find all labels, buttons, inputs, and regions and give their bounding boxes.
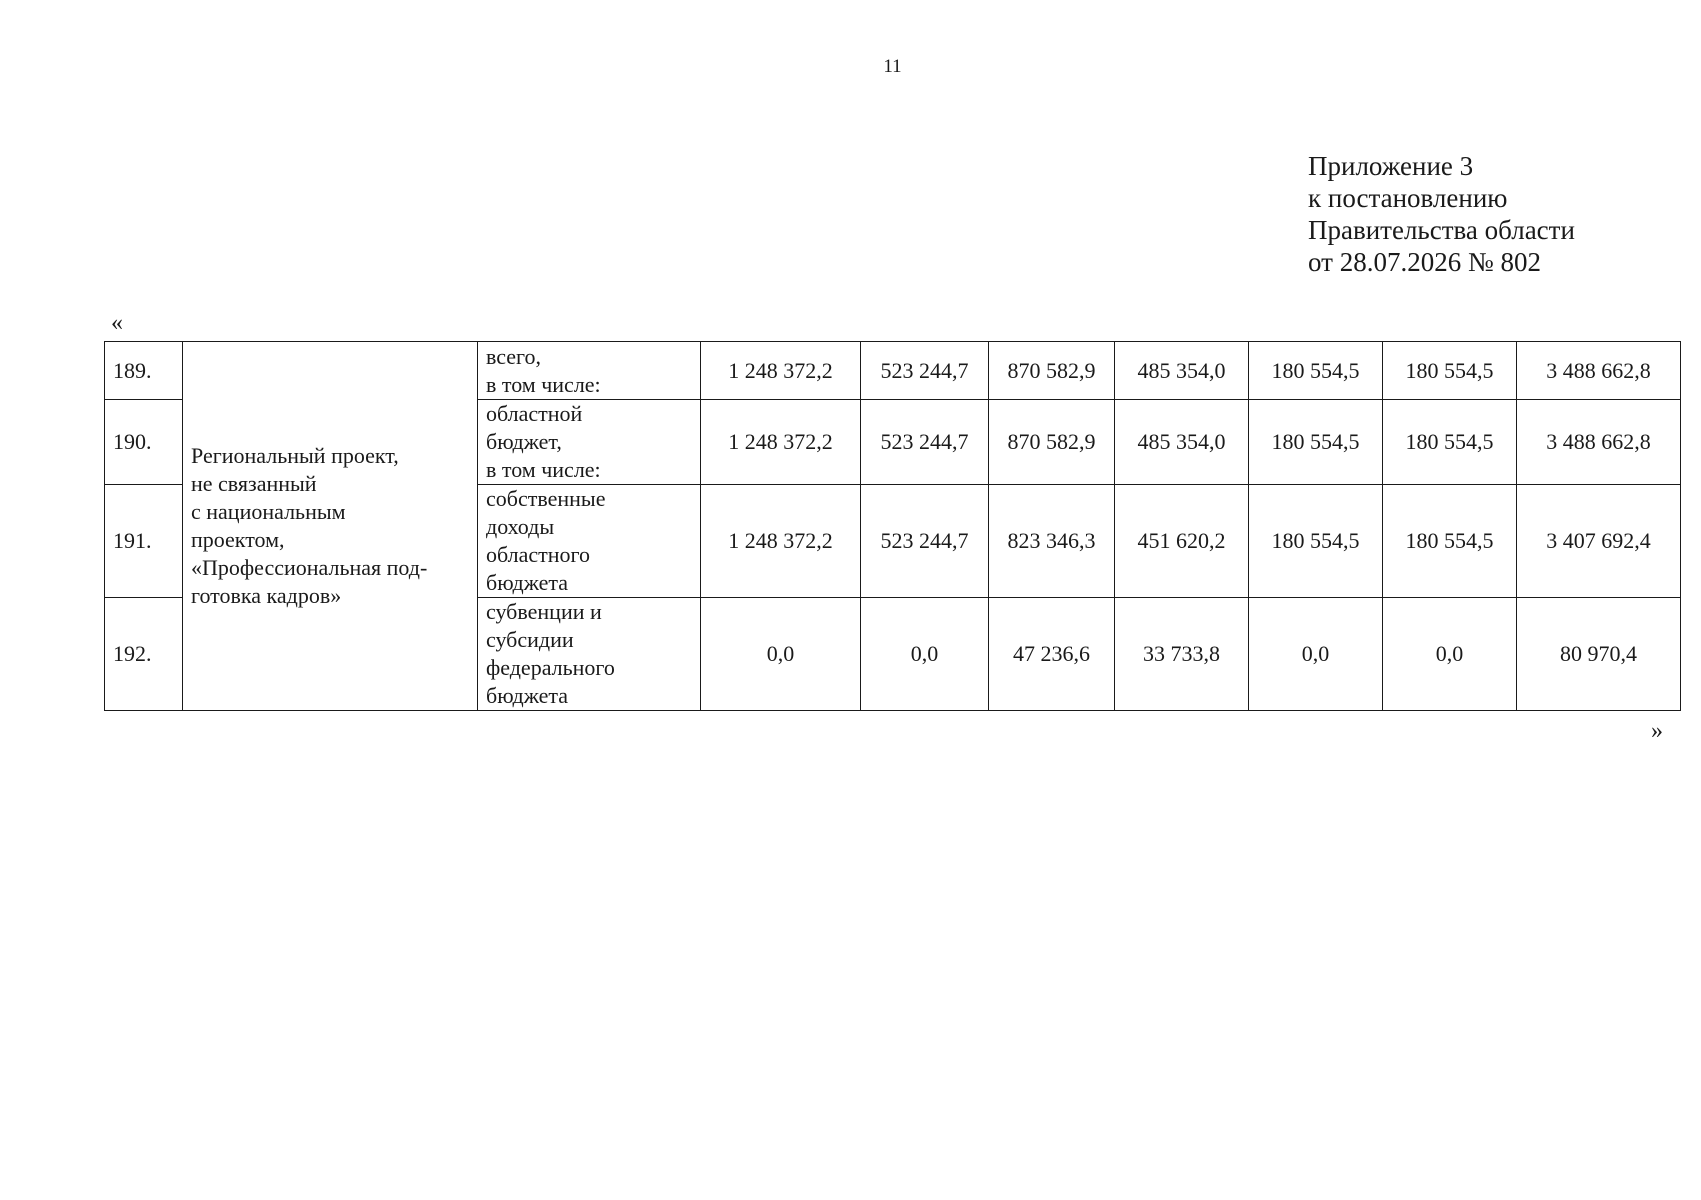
value-cell: 523 244,7 (861, 400, 989, 485)
appendix-line-2: к постановлению (1308, 183, 1508, 213)
value-cell: 870 582,9 (989, 400, 1115, 485)
funding-source-cell: субвенции и субсидии федерального бюджета (478, 598, 701, 711)
total-value-cell: 80 970,4 (1517, 598, 1681, 711)
funding-source-cell: областной бюджет, в том числе: (478, 400, 701, 485)
value-cell: 485 354,0 (1115, 342, 1249, 400)
value-cell: 823 346,3 (989, 485, 1115, 598)
value-cell: 1 248 372,2 (701, 400, 861, 485)
value-cell: 523 244,7 (861, 485, 989, 598)
value-cell: 0,0 (861, 598, 989, 711)
row-number-cell: 192. (105, 598, 183, 711)
page-number: 11 (883, 56, 902, 77)
value-cell: 870 582,9 (989, 342, 1115, 400)
value-cell: 180 554,5 (1383, 400, 1517, 485)
total-value-cell: 3 488 662,8 (1517, 400, 1681, 485)
value-cell: 451 620,2 (1115, 485, 1249, 598)
value-cell: 47 236,6 (989, 598, 1115, 711)
funding-source-cell: собственные доходы областного бюджета (478, 485, 701, 598)
appendix-heading (1308, 150, 1575, 278)
table-row (105, 342, 1681, 400)
total-value-cell: 3 488 662,8 (1517, 342, 1681, 400)
value-cell: 180 554,5 (1249, 342, 1383, 400)
project-name-cell: Региональный проект, не связанный с национальным проектом, «Профессиональная под- готовка кадров» (183, 342, 478, 711)
value-cell: 33 733,8 (1115, 598, 1249, 711)
value-cell: 485 354,0 (1115, 400, 1249, 485)
appendix-line-3: Правительства области (1308, 215, 1575, 245)
row-number-cell: 189. (105, 342, 183, 400)
appendix-line-4: от 28.07.2026 № 802 (1308, 247, 1541, 277)
row-number-cell: 190. (105, 400, 183, 485)
value-cell: 180 554,5 (1249, 485, 1383, 598)
value-cell: 0,0 (1383, 598, 1517, 711)
value-cell: 1 248 372,2 (701, 342, 861, 400)
value-cell: 180 554,5 (1383, 342, 1517, 400)
value-cell: 523 244,7 (861, 342, 989, 400)
closing-quote: » (1651, 718, 1663, 744)
table-body (105, 342, 1681, 711)
total-value-cell: 3 407 692,4 (1517, 485, 1681, 598)
funding-source-cell: всего, в том числе: (478, 342, 701, 400)
opening-quote: « (111, 310, 123, 336)
appendix-line-1: Приложение 3 (1308, 151, 1474, 181)
value-cell: 1 248 372,2 (701, 485, 861, 598)
value-cell: 180 554,5 (1249, 400, 1383, 485)
budget-table (104, 341, 1681, 711)
value-cell: 0,0 (1249, 598, 1383, 711)
row-number-cell: 191. (105, 485, 183, 598)
value-cell: 180 554,5 (1383, 485, 1517, 598)
value-cell: 0,0 (701, 598, 861, 711)
